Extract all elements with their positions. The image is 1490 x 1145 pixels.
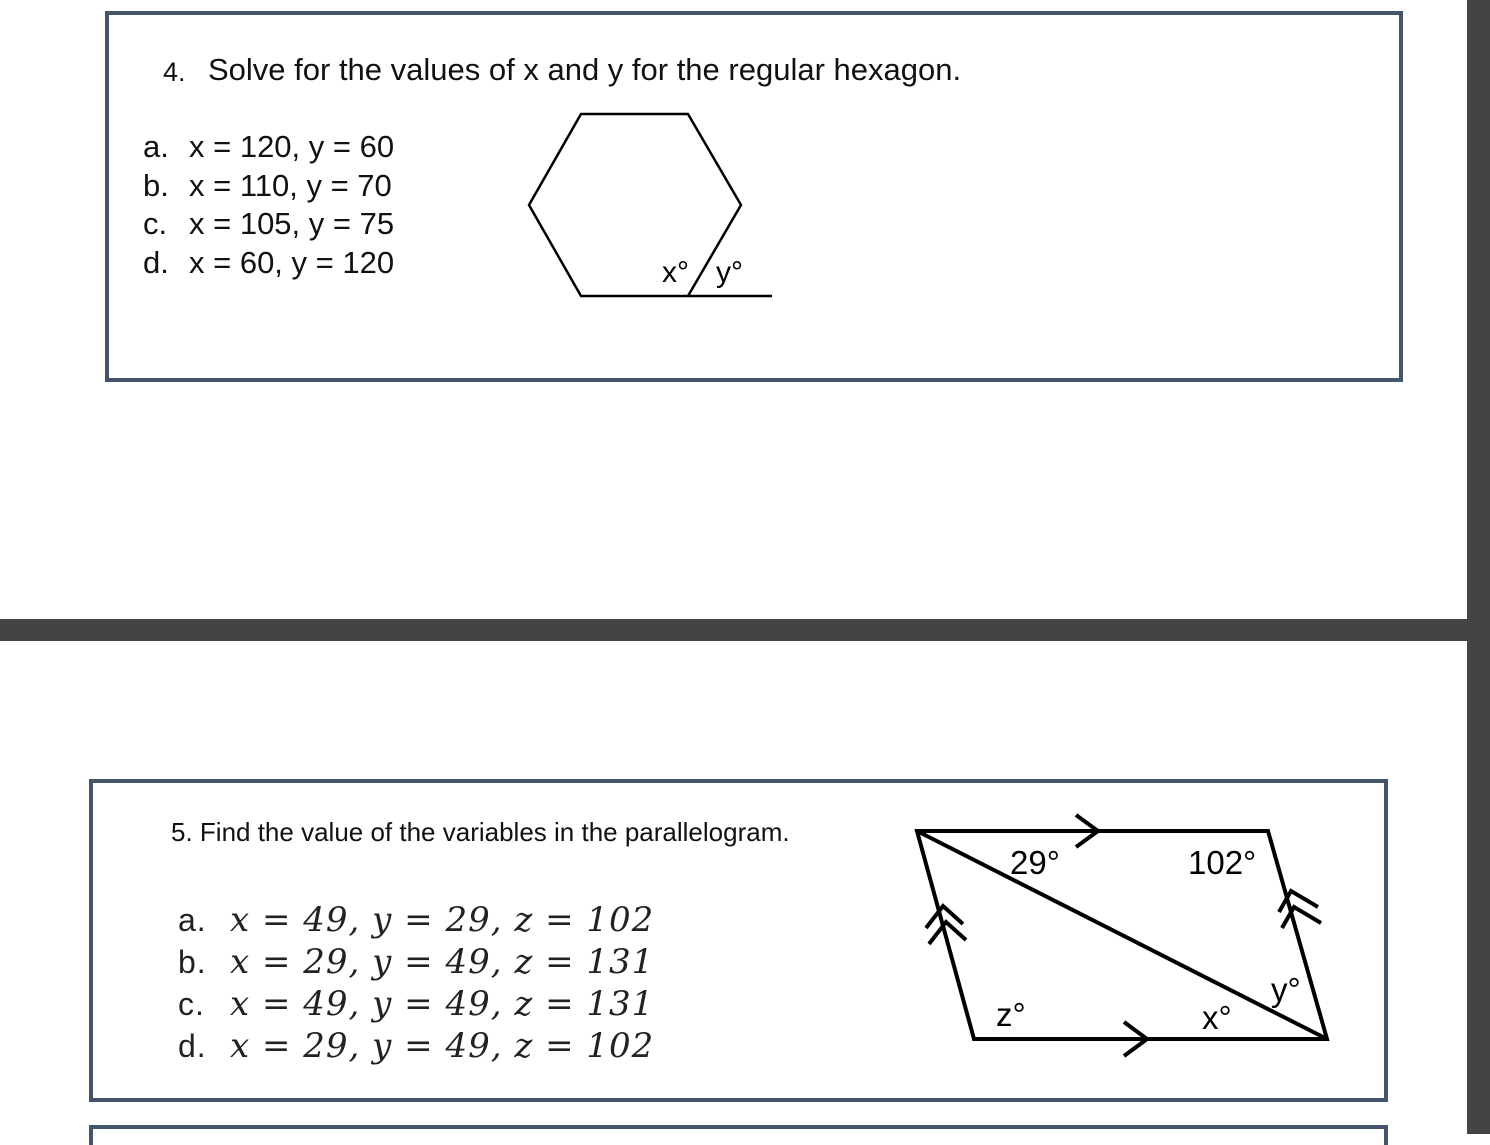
question-4-prompt: Solve for the values of x and y for the regular hexagon. — [208, 52, 962, 87]
diagonal — [917, 831, 1327, 1039]
right-double-arrow-icon — [1282, 907, 1321, 928]
choice-text: x = 29, y = 49, z = 131 — [230, 942, 655, 982]
angle-x-label: x° — [1202, 999, 1232, 1036]
choice-letter: b. — [178, 944, 207, 980]
page-bottom — [0, 641, 1467, 1134]
angle-x-label: x° — [662, 256, 689, 289]
question-6-box — [89, 1125, 1388, 1145]
choice-letter: a. — [143, 129, 169, 164]
angle-y-label: y° — [1271, 971, 1301, 1008]
angle-29-label: 29° — [1010, 844, 1060, 881]
choice-text: x = 60, y = 120 — [189, 244, 395, 280]
parallelogram-figure — [0, 641, 1467, 1134]
viewer-scrollbar-rail[interactable] — [1467, 0, 1490, 1134]
choice-text: x = 110, y = 70 — [189, 167, 392, 203]
angle-102-label: 102° — [1188, 844, 1257, 881]
angle-z-label: z° — [996, 996, 1026, 1033]
choice-letter: c. — [143, 206, 168, 241]
question-4-number: 4. — [163, 57, 186, 87]
choice-letter: d. — [178, 1028, 207, 1064]
choice-text: x = 105, y = 75 — [189, 206, 395, 241]
choice-text: x = 49, y = 29, z = 102 — [230, 900, 655, 940]
choice-letter: b. — [143, 167, 169, 203]
choice-text: x = 120, y = 60 — [189, 129, 395, 164]
page-separator — [0, 619, 1467, 641]
angle-y-label: y° — [716, 256, 743, 289]
regular-hexagon — [529, 114, 741, 296]
choice-letter: d. — [143, 244, 169, 280]
choice-text: x = 49, y = 49, z = 131 — [230, 984, 655, 1024]
choice-letter: a. — [178, 902, 207, 938]
choice-text: x = 29, y = 49, z = 102 — [230, 1026, 655, 1066]
question-5-prompt: 5. Find the value of the variables in the parallelogram. — [171, 817, 790, 847]
choice-letter: c. — [178, 986, 205, 1022]
